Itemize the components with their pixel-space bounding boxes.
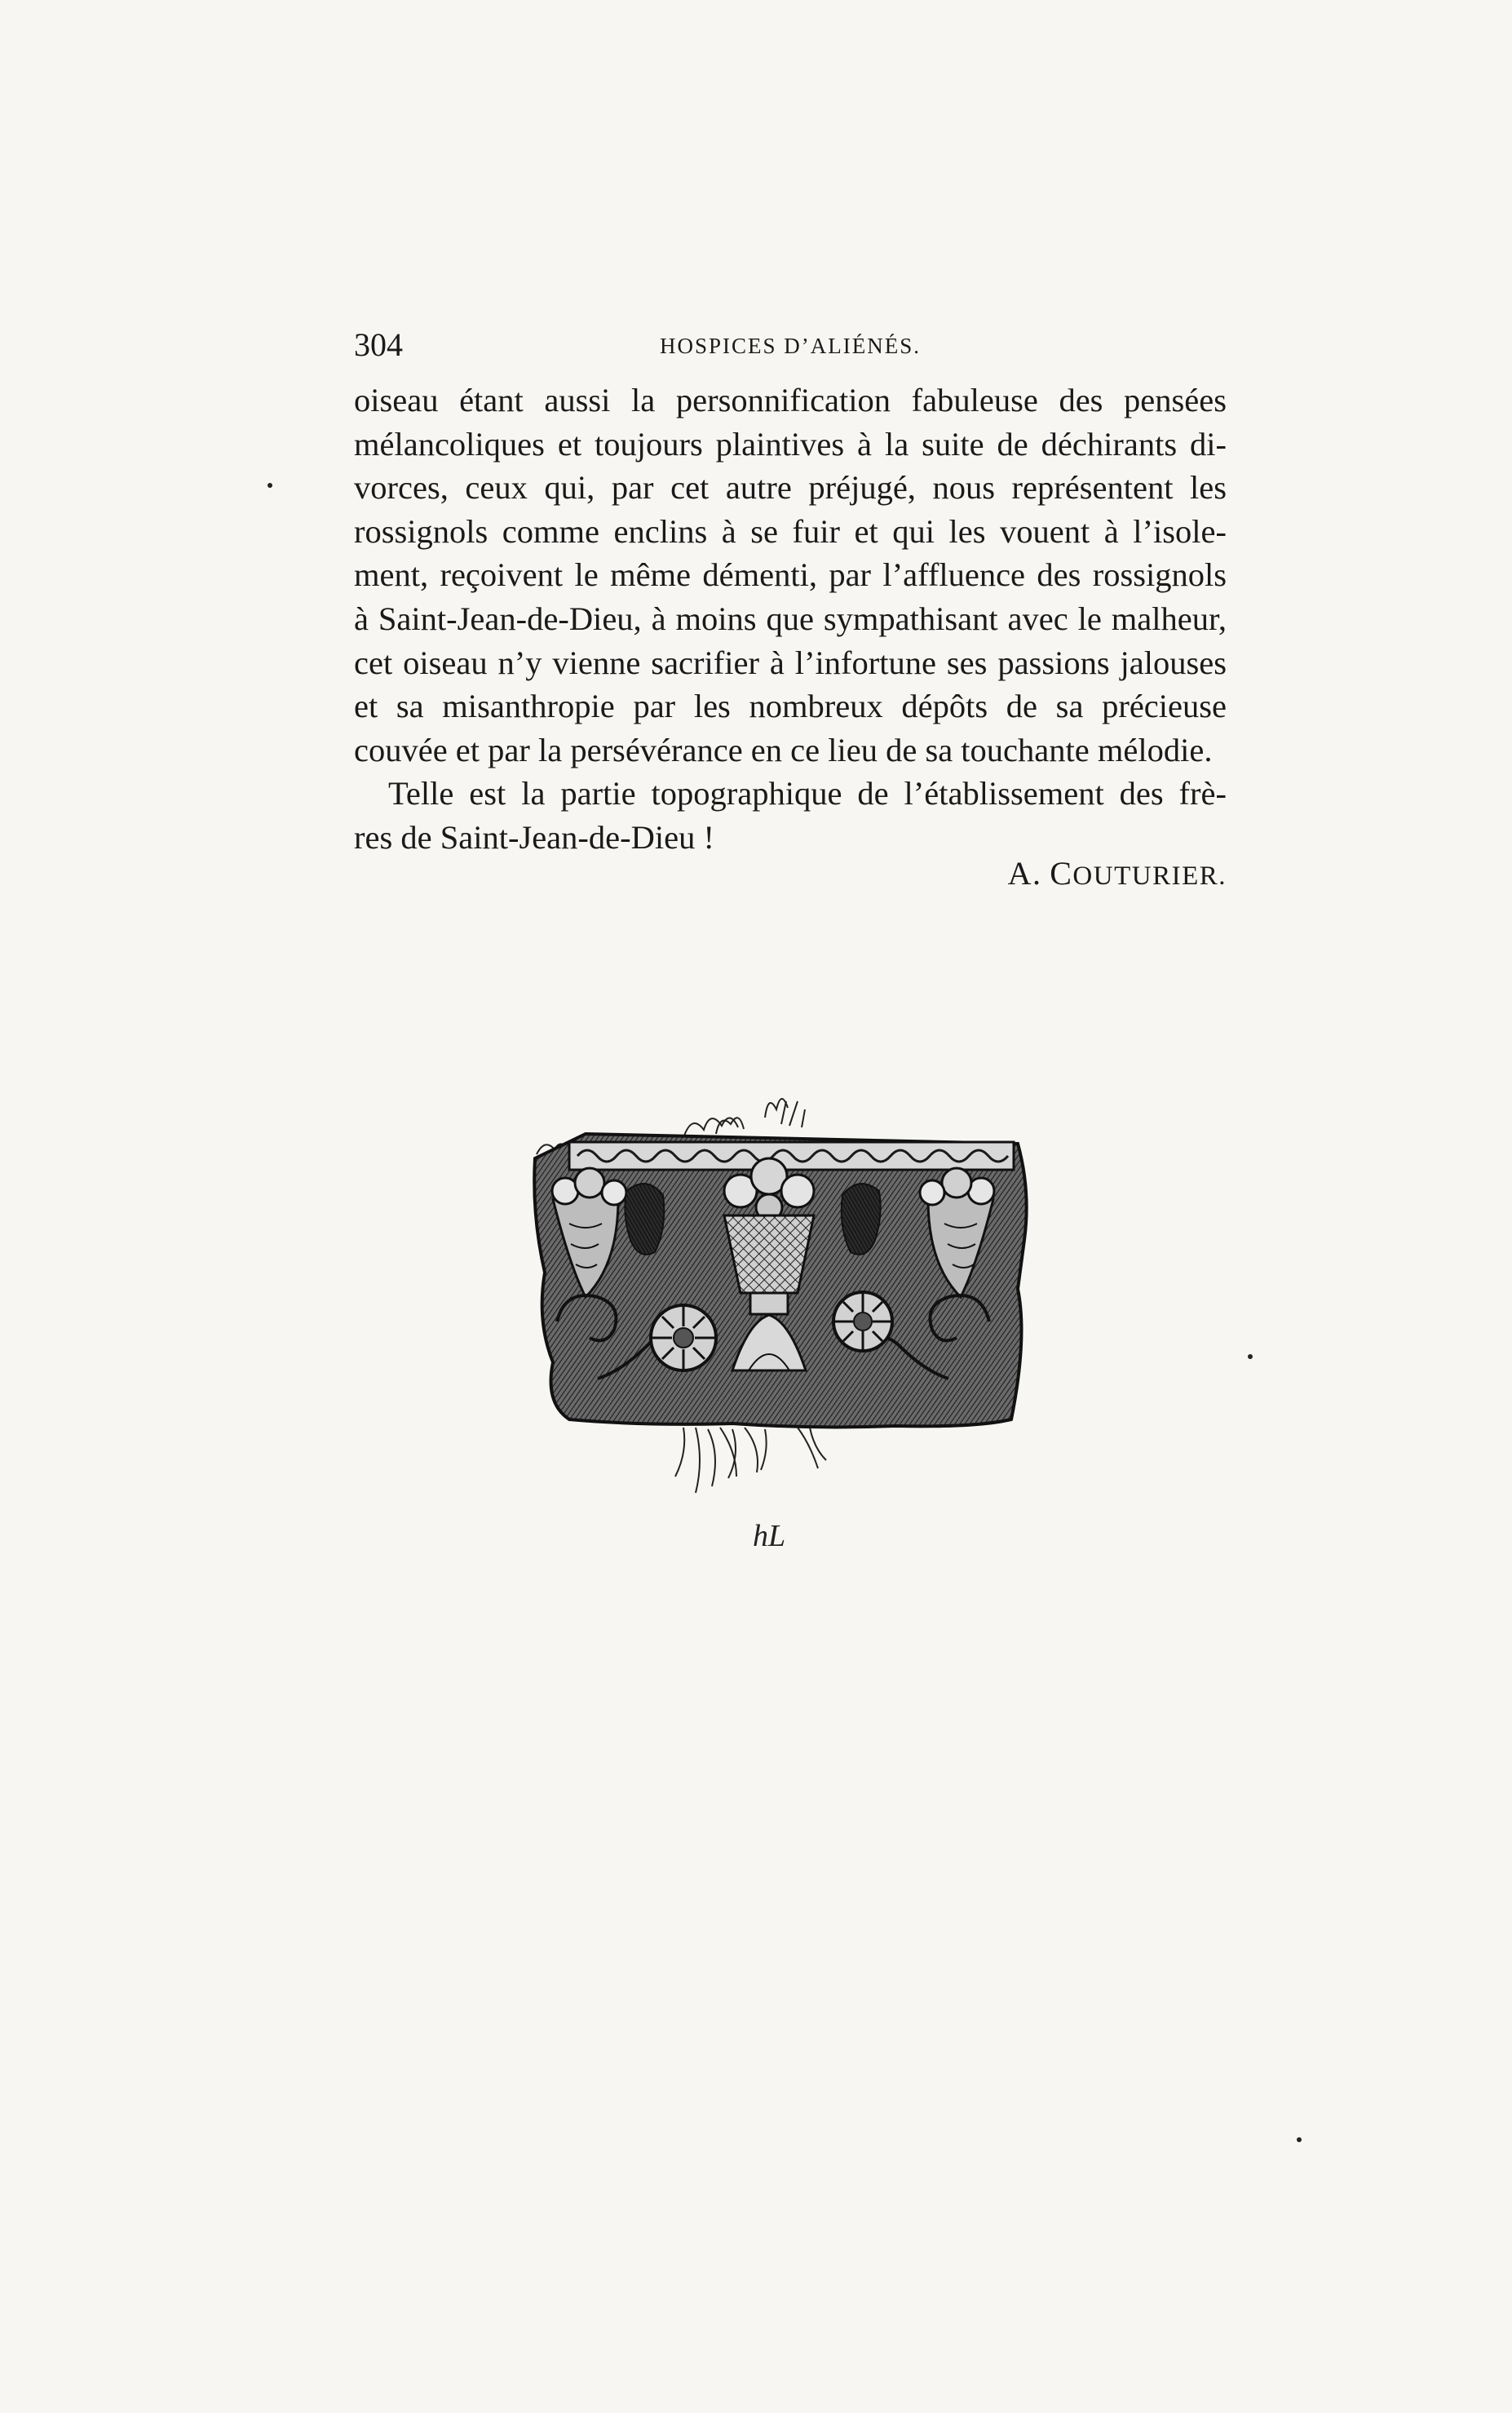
right-rosette — [833, 1292, 892, 1351]
body-text — [354, 379, 1227, 860]
text-line: mélancoliques et toujours plaintives à la suite de déchirants di- — [354, 425, 1227, 463]
engraver-monogram: hL — [753, 1519, 786, 1553]
paragraph — [354, 379, 1227, 772]
text-line: res de Saint-Jean-de-Dieu ! — [354, 818, 714, 856]
text-line: couvée et par la persévérance en ce lieu de sa touchante mélodie. — [354, 731, 1213, 768]
text-line: oiseau étant aussi la personnification fabuleuse des pensées — [354, 382, 1227, 418]
text-line: à Saint-Jean-de-Dieu, à moins que sympathisant avec le malheur, — [354, 600, 1227, 637]
engraved-vignette — [520, 1077, 1034, 1566]
author-signature — [922, 853, 1227, 897]
text-line: ment, reçoivent le même démenti, par l’affluence des rossignols — [354, 556, 1227, 594]
running-title: HOSPICES D’ALIÉNÉS. — [659, 334, 921, 358]
page-header — [354, 325, 1227, 365]
author-initial: A. — [1007, 855, 1042, 892]
paragraph — [354, 772, 1227, 859]
left-rosette — [651, 1305, 716, 1370]
text-line: cet oiseau n’y vienne sacrifier à l’infortune ses passions jalouses — [354, 644, 1227, 681]
text-line: Telle est la partie topographique de l’établissement des frè- — [388, 775, 1227, 812]
text-line: vorces, ceux qui, par cet autre préjugé, nous représentent les — [354, 469, 1227, 507]
ink-speck — [1297, 2137, 1302, 2142]
ink-speck — [267, 483, 272, 488]
foliage-bottom — [675, 1428, 826, 1493]
text-line: et sa misanthropie par les nombreux dépôts de sa précieuse — [354, 688, 1227, 725]
author-name-capital: C — [1050, 855, 1073, 892]
author-name-rest: OUTURIER. — [1072, 861, 1227, 891]
page-number: 304 — [354, 326, 403, 363]
text-line: rossignols comme enclins à se fuir et qui les vouent à l’isole- — [354, 512, 1227, 550]
ink-speck — [1248, 1354, 1253, 1359]
